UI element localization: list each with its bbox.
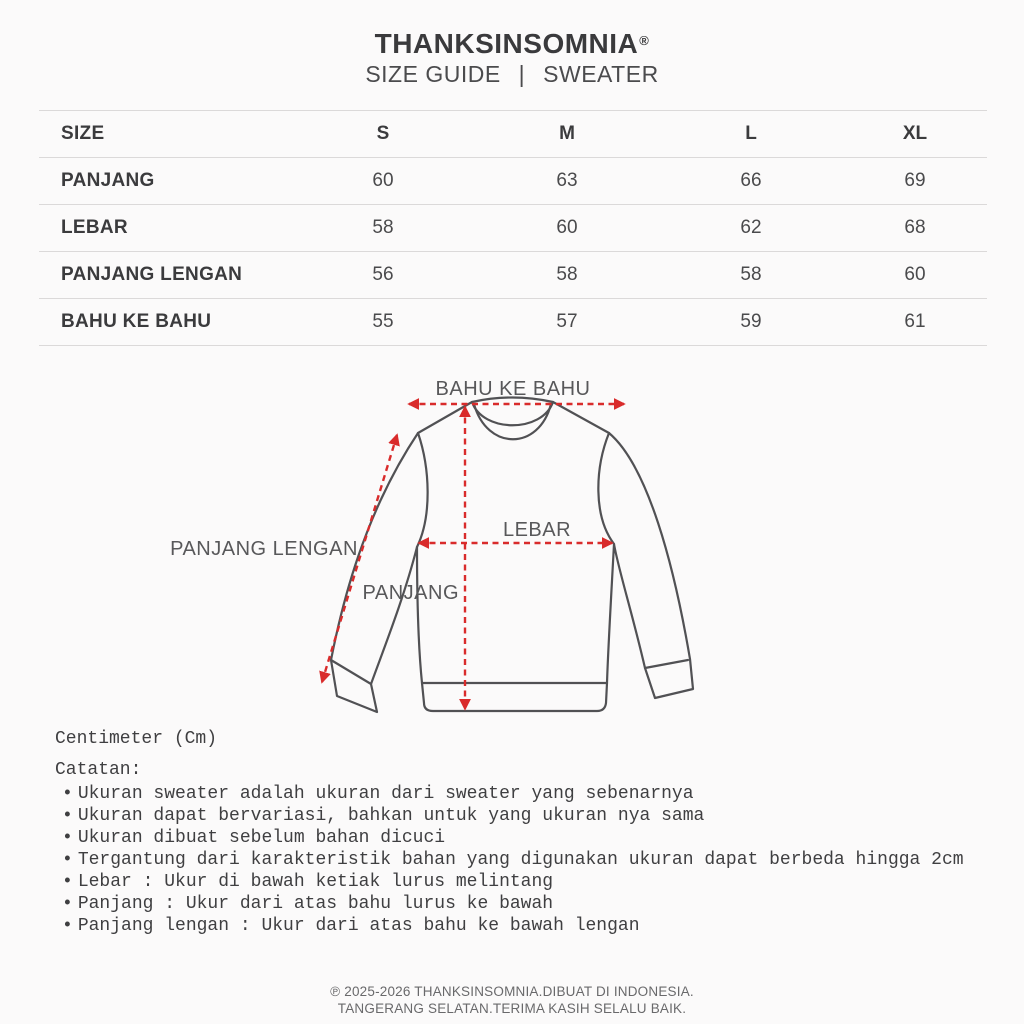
brand-title (0, 28, 1024, 60)
note-item (55, 849, 964, 871)
size-value-cell: 58 (475, 252, 659, 299)
bullet-icon: • (62, 894, 73, 914)
measurement-label: PANJANG LENGAN (39, 252, 291, 299)
footer-line-2: TANGERANG SELATAN.TERIMA KASIH SELALU BAIK. (337, 1000, 687, 1016)
size-value-cell: 60 (843, 252, 987, 299)
size-value-cell: 62 (659, 205, 843, 252)
size-table (39, 110, 987, 346)
column-header-s: S (291, 111, 475, 158)
notes-heading: Catatan: (55, 760, 142, 780)
size-value-cell: 66 (659, 158, 843, 205)
column-header-l: L (659, 111, 843, 158)
note-text: Ukuran dibuat sebelum bahan dicuci (77, 828, 446, 848)
bullet-icon: • (62, 828, 73, 848)
size-value-cell: 55 (291, 299, 475, 346)
bullet-icon: • (62, 784, 73, 804)
bullet-icon: • (62, 806, 73, 826)
note-item (55, 893, 964, 915)
size-value-cell: 56 (291, 252, 475, 299)
size-value-cell: 60 (291, 158, 475, 205)
column-header-m: M (475, 111, 659, 158)
column-header-size: SIZE (39, 111, 291, 158)
size-value-cell: 59 (659, 299, 843, 346)
sweater-outline (331, 398, 693, 713)
column-header-xl: XL (843, 111, 987, 158)
footer-line-1: ℗ 2025-2026 THANKSINSOMNIA.DIBUAT DI INDONESIA. (330, 984, 694, 999)
size-table-row (39, 299, 987, 346)
brand-name: THANKSINSOMNIA (374, 28, 639, 59)
size-value-cell: 58 (291, 205, 475, 252)
note-item (55, 783, 964, 805)
notes-section (55, 728, 964, 937)
bullet-icon: • (62, 916, 73, 936)
measurement-label: BAHU KE BAHU (39, 299, 291, 346)
size-table-row (39, 205, 987, 252)
registered-mark: ® (639, 33, 650, 48)
unit-note: Centimeter (Cm) (55, 729, 218, 749)
note-text: Tergantung dari karakteristik bahan yang digunakan ukuran dapat berbeda hingga 2cm (77, 850, 964, 870)
note-text: Panjang lengan : Ukur dari atas bahu ke bawah lengan (77, 916, 640, 936)
bullet-icon: • (62, 872, 73, 892)
measurement-label: PANJANG (39, 158, 291, 205)
note-text: Ukuran sweater adalah ukuran dari sweater yang sebenarnya (77, 784, 694, 804)
size-value-cell: 57 (475, 299, 659, 346)
size-value-cell: 60 (475, 205, 659, 252)
lebar-label: LEBAR (502, 519, 572, 541)
footer (0, 984, 1024, 1017)
subtitle-divider: | (518, 61, 526, 87)
panjang-label: PANJANG (362, 582, 459, 604)
size-value-cell: 69 (843, 158, 987, 205)
size-value-cell: 63 (475, 158, 659, 205)
note-item (55, 805, 964, 827)
size-table-body (39, 158, 987, 346)
note-text: Lebar : Ukur di bawah ketiak lurus melintang (77, 872, 554, 892)
bullet-icon: • (62, 850, 73, 870)
measurement-label: LEBAR (39, 205, 291, 252)
note-item (55, 871, 964, 893)
note-item (55, 827, 964, 849)
size-value-cell: 58 (659, 252, 843, 299)
sweater-measurement-diagram (150, 358, 750, 724)
size-table-row (39, 252, 987, 299)
subtitle-product: SWEATER (543, 61, 659, 87)
panjang-lengan-label: PANJANG LENGAN (170, 538, 358, 560)
size-table-row (39, 158, 987, 205)
size-value-cell: 68 (843, 205, 987, 252)
bahu-ke-bahu-label: BAHU KE BAHU (435, 378, 591, 400)
page-subtitle (0, 61, 1024, 88)
subtitle-size-guide: SIZE GUIDE (365, 61, 501, 87)
note-item (55, 915, 964, 937)
notes-list (55, 783, 964, 937)
size-table-header-row (39, 111, 987, 158)
note-text: Ukuran dapat bervariasi, bahkan untuk yang ukuran nya sama (77, 806, 705, 826)
size-value-cell: 61 (843, 299, 987, 346)
note-text: Panjang : Ukur dari atas bahu lurus ke bawah (77, 894, 554, 914)
